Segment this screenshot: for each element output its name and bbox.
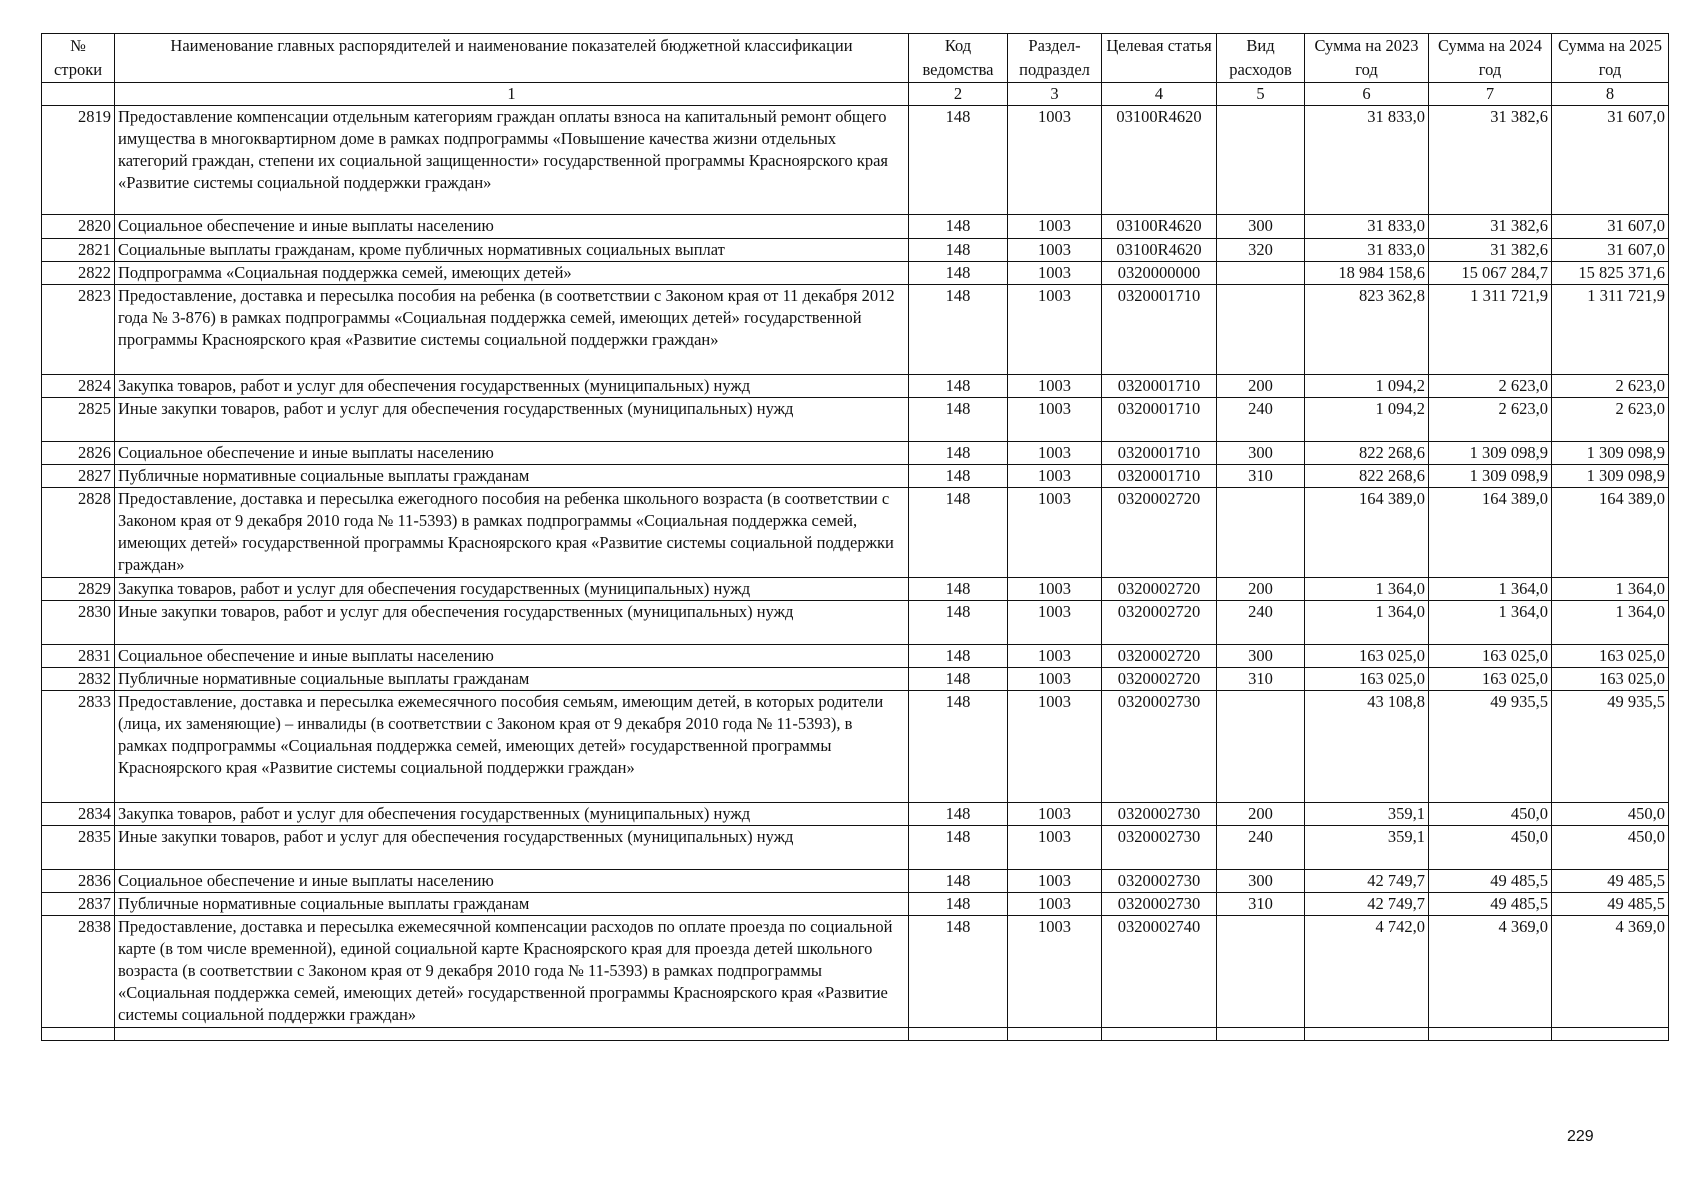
row-number: 2825 (42, 398, 115, 442)
column-number: 5 (1217, 83, 1305, 106)
row-number: 2832 (42, 668, 115, 691)
table-row (42, 106, 1669, 215)
dept-code: 148 (909, 465, 1008, 488)
row-name: Закупка товаров, работ и услуг для обеспечения государственных (муниципальных) нужд (115, 803, 909, 826)
column-number-row (42, 83, 1669, 106)
table-row (42, 262, 1669, 285)
dept-code: 148 (909, 398, 1008, 442)
target-article: 0320001710 (1102, 442, 1217, 465)
sum-2024: 49 935,5 (1429, 691, 1552, 803)
sum-2025: 2 623,0 (1552, 375, 1669, 398)
row-name: Социальное обеспечение и иные выплаты населению (115, 442, 909, 465)
expense-type: 320 (1217, 239, 1305, 262)
column-number: 6 (1305, 83, 1429, 106)
budget-table (41, 33, 1669, 1041)
row-name: Закупка товаров, работ и услуг для обеспечения государственных (муниципальных) нужд (115, 375, 909, 398)
section-code: 1003 (1008, 262, 1102, 285)
row-number: 2833 (42, 691, 115, 803)
expense-type (1217, 285, 1305, 375)
row-number: 2831 (42, 645, 115, 668)
sum-2024: 2 623,0 (1429, 398, 1552, 442)
dept-code: 148 (909, 215, 1008, 239)
sum-2024: 31 382,6 (1429, 215, 1552, 239)
column-number: 2 (909, 83, 1008, 106)
target-article: 0320001710 (1102, 375, 1217, 398)
sum-2025: 31 607,0 (1552, 106, 1669, 215)
expense-type: 300 (1217, 215, 1305, 239)
target-article: 03100R4620 (1102, 239, 1217, 262)
sum-2023: 31 833,0 (1305, 239, 1429, 262)
spacer-cell (42, 1028, 115, 1041)
row-number: 2829 (42, 578, 115, 601)
row-name: Социальные выплаты гражданам, кроме публичных нормативных социальных выплат (115, 239, 909, 262)
expense-type: 310 (1217, 893, 1305, 916)
section-code: 1003 (1008, 578, 1102, 601)
spacer-cell (1305, 1028, 1429, 1041)
table-row (42, 826, 1669, 870)
column-number: 8 (1552, 83, 1669, 106)
target-article: 0320000000 (1102, 262, 1217, 285)
table-row (42, 239, 1669, 262)
sum-2025: 15 825 371,6 (1552, 262, 1669, 285)
sum-2024: 1 309 098,9 (1429, 465, 1552, 488)
spacer-cell (1008, 1028, 1102, 1041)
dept-code: 148 (909, 826, 1008, 870)
section-code: 1003 (1008, 691, 1102, 803)
row-number: 2820 (42, 215, 115, 239)
section-code: 1003 (1008, 442, 1102, 465)
row-name: Публичные нормативные социальные выплаты гражданам (115, 893, 909, 916)
expense-type: 200 (1217, 803, 1305, 826)
row-name: Иные закупки товаров, работ и услуг для обеспечения государственных (муниципальных) нужд (115, 601, 909, 645)
dept-code: 148 (909, 488, 1008, 578)
dept-code: 148 (909, 375, 1008, 398)
column-number: 3 (1008, 83, 1102, 106)
sum-2025: 163 025,0 (1552, 645, 1669, 668)
table-row (42, 578, 1669, 601)
header-sum-2024: Сумма на 2024 год (1429, 34, 1552, 83)
spacer-cell (115, 1028, 909, 1041)
sum-2024: 1 311 721,9 (1429, 285, 1552, 375)
sum-2023: 823 362,8 (1305, 285, 1429, 375)
table-row (42, 870, 1669, 893)
section-code: 1003 (1008, 803, 1102, 826)
table-row (42, 803, 1669, 826)
sum-2025: 164 389,0 (1552, 488, 1669, 578)
row-number: 2826 (42, 442, 115, 465)
row-name: Социальное обеспечение и иные выплаты населению (115, 645, 909, 668)
sum-2023: 4 742,0 (1305, 916, 1429, 1028)
dept-code: 148 (909, 645, 1008, 668)
dept-code: 148 (909, 442, 1008, 465)
expense-type: 240 (1217, 826, 1305, 870)
target-article: 0320002740 (1102, 916, 1217, 1028)
target-article: 0320002720 (1102, 488, 1217, 578)
section-code: 1003 (1008, 645, 1102, 668)
target-article: 0320002720 (1102, 645, 1217, 668)
section-code: 1003 (1008, 916, 1102, 1028)
sum-2023: 822 268,6 (1305, 442, 1429, 465)
sum-2023: 43 108,8 (1305, 691, 1429, 803)
target-article: 03100R4620 (1102, 106, 1217, 215)
sum-2024: 163 025,0 (1429, 668, 1552, 691)
header-target-article: Целевая статья (1102, 34, 1217, 83)
target-article: 0320002730 (1102, 691, 1217, 803)
expense-type: 310 (1217, 668, 1305, 691)
section-code: 1003 (1008, 870, 1102, 893)
row-name: Предоставление, доставка и пересылка ежемесячной компенсации расходов по оплате проезда по социальной карте (в том числе временной), единой социальной карте Красноярского края для проезда детей школьного возраста (в соответствии с Законом края от 9 декабря 2010 года № 11-5393) в рамках подпрограммы «Социальная поддержка семей, имеющих детей» государственной программы Красноярского края «Развитие системы социальной поддержки граждан» (115, 916, 909, 1028)
table-row (42, 465, 1669, 488)
expense-type: 310 (1217, 465, 1305, 488)
sum-2023: 18 984 158,6 (1305, 262, 1429, 285)
sum-2023: 42 749,7 (1305, 893, 1429, 916)
expense-type (1217, 488, 1305, 578)
header-expense-type: Вид расходов (1217, 34, 1305, 83)
target-article: 03100R4620 (1102, 215, 1217, 239)
dept-code: 148 (909, 601, 1008, 645)
sum-2025: 31 607,0 (1552, 215, 1669, 239)
sum-2023: 1 094,2 (1305, 398, 1429, 442)
table-row (42, 691, 1669, 803)
table-row (42, 668, 1669, 691)
sum-2025: 49 935,5 (1552, 691, 1669, 803)
section-code: 1003 (1008, 668, 1102, 691)
row-number: 2827 (42, 465, 115, 488)
dept-code: 148 (909, 578, 1008, 601)
target-article: 0320002730 (1102, 803, 1217, 826)
row-number: 2834 (42, 803, 115, 826)
sum-2023: 359,1 (1305, 803, 1429, 826)
sum-2023: 1 364,0 (1305, 578, 1429, 601)
sum-2025: 4 369,0 (1552, 916, 1669, 1028)
row-name: Предоставление, доставка и пересылка пособия на ребенка (в соответствии с Законом края от 11 декабря 2012 года № 3-876) в рамках подпрограммы «Социальная поддержка семей, имеющих детей» государственной программы Красноярского края «Развитие системы социальной поддержки граждан» (115, 285, 909, 375)
header-dept-code: Код ведомства (909, 34, 1008, 83)
expense-type: 240 (1217, 398, 1305, 442)
sum-2025: 2 623,0 (1552, 398, 1669, 442)
sum-2025: 450,0 (1552, 803, 1669, 826)
sum-2025: 1 309 098,9 (1552, 465, 1669, 488)
table-row (42, 375, 1669, 398)
target-article: 0320001710 (1102, 465, 1217, 488)
dept-code: 148 (909, 870, 1008, 893)
sum-2025: 1 311 721,9 (1552, 285, 1669, 375)
sum-2025: 31 607,0 (1552, 239, 1669, 262)
expense-type: 300 (1217, 442, 1305, 465)
dept-code: 148 (909, 106, 1008, 215)
section-code: 1003 (1008, 826, 1102, 870)
table-row (42, 893, 1669, 916)
sum-2024: 2 623,0 (1429, 375, 1552, 398)
sum-2023: 359,1 (1305, 826, 1429, 870)
sum-2023: 164 389,0 (1305, 488, 1429, 578)
dept-code: 148 (909, 262, 1008, 285)
sum-2024: 49 485,5 (1429, 893, 1552, 916)
row-number: 2830 (42, 601, 115, 645)
header-section: Раздел-подраздел (1008, 34, 1102, 83)
sum-2025: 450,0 (1552, 826, 1669, 870)
row-name: Иные закупки товаров, работ и услуг для обеспечения государственных (муниципальных) нужд (115, 826, 909, 870)
header-sum-2025: Сумма на 2025 год (1552, 34, 1669, 83)
sum-2024: 4 369,0 (1429, 916, 1552, 1028)
sum-2023: 31 833,0 (1305, 106, 1429, 215)
table-row (42, 285, 1669, 375)
section-code: 1003 (1008, 465, 1102, 488)
section-code: 1003 (1008, 488, 1102, 578)
dept-code: 148 (909, 285, 1008, 375)
section-code: 1003 (1008, 239, 1102, 262)
sum-2025: 1 364,0 (1552, 601, 1669, 645)
target-article: 0320001710 (1102, 285, 1217, 375)
expense-type (1217, 691, 1305, 803)
table-row (42, 488, 1669, 578)
target-article: 0320002720 (1102, 668, 1217, 691)
row-name: Предоставление, доставка и пересылка ежегодного пособия на ребенка школьного возраста (в соответствии с Законом края от 9 декабря 2010 года № 11-5393) в рамках подпрограммы «Социальная поддержка семей, имеющих детей» государственной программы Красноярского края «Развитие системы социальной поддержки граждан» (115, 488, 909, 578)
target-article: 0320002730 (1102, 893, 1217, 916)
row-name: Иные закупки товаров, работ и услуг для обеспечения государственных (муниципальных) нужд (115, 398, 909, 442)
spacer-cell (1217, 1028, 1305, 1041)
section-code: 1003 (1008, 285, 1102, 375)
expense-type: 300 (1217, 645, 1305, 668)
target-article: 0320002720 (1102, 578, 1217, 601)
row-number: 2821 (42, 239, 115, 262)
sum-2024: 1 364,0 (1429, 578, 1552, 601)
row-name: Предоставление, доставка и пересылка ежемесячного пособия семьям, имеющим детей, в которых родители (лица, их заменяющие) – инвалиды (в соответствии с Законом края от 9 декабря 2010 года № 11-5393), в рамках подпрограммы «Социальная поддержка семей, имеющих детей» государственной программы Красноярского края «Развитие системы социальной поддержки граждан» (115, 691, 909, 803)
header-row-number: № строки (42, 34, 115, 83)
spacer-cell (909, 1028, 1008, 1041)
row-name: Социальное обеспечение и иные выплаты населению (115, 215, 909, 239)
row-number: 2836 (42, 870, 115, 893)
expense-type: 300 (1217, 870, 1305, 893)
section-code: 1003 (1008, 398, 1102, 442)
target-article: 0320002730 (1102, 870, 1217, 893)
row-number: 2823 (42, 285, 115, 375)
spacer-cell (1429, 1028, 1552, 1041)
section-code: 1003 (1008, 106, 1102, 215)
expense-type (1217, 106, 1305, 215)
table-bottom-spacer (42, 1028, 1669, 1041)
header-name: Наименование главных распорядителей и наименование показателей бюджетной классификации (115, 34, 909, 83)
sum-2024: 31 382,6 (1429, 106, 1552, 215)
table-row (42, 916, 1669, 1028)
sum-2023: 163 025,0 (1305, 645, 1429, 668)
column-number: 4 (1102, 83, 1217, 106)
expense-type (1217, 262, 1305, 285)
dept-code: 148 (909, 691, 1008, 803)
spacer-cell (1102, 1028, 1217, 1041)
column-number-empty (42, 83, 115, 106)
row-name: Публичные нормативные социальные выплаты гражданам (115, 668, 909, 691)
row-name: Социальное обеспечение и иные выплаты населению (115, 870, 909, 893)
page-number: 229 (1567, 1128, 1594, 1145)
section-code: 1003 (1008, 893, 1102, 916)
sum-2024: 1 309 098,9 (1429, 442, 1552, 465)
dept-code: 148 (909, 239, 1008, 262)
sum-2025: 1 364,0 (1552, 578, 1669, 601)
target-article: 0320002720 (1102, 601, 1217, 645)
sum-2025: 49 485,5 (1552, 870, 1669, 893)
column-number: 1 (115, 83, 909, 106)
table-row (42, 645, 1669, 668)
row-number: 2835 (42, 826, 115, 870)
row-number: 2822 (42, 262, 115, 285)
dept-code: 148 (909, 668, 1008, 691)
section-code: 1003 (1008, 215, 1102, 239)
row-name: Закупка товаров, работ и услуг для обеспечения государственных (муниципальных) нужд (115, 578, 909, 601)
section-code: 1003 (1008, 375, 1102, 398)
row-name: Публичные нормативные социальные выплаты гражданам (115, 465, 909, 488)
sum-2023: 1 364,0 (1305, 601, 1429, 645)
sum-2025: 163 025,0 (1552, 668, 1669, 691)
table-header-row (42, 34, 1669, 83)
row-number: 2838 (42, 916, 115, 1028)
sum-2024: 164 389,0 (1429, 488, 1552, 578)
table-row (42, 442, 1669, 465)
dept-code: 148 (909, 916, 1008, 1028)
target-article: 0320002730 (1102, 826, 1217, 870)
row-name: Предоставление компенсации отдельным категориям граждан оплаты взноса на капитальный ремонт общего имущества в многоквартирном доме в рамках подпрограммы «Повышение качества жизни отдельных категорий граждан, степени их социальной защищенности» государственной программы Красноярского края «Развитие системы социальной поддержки граждан» (115, 106, 909, 215)
row-number: 2819 (42, 106, 115, 215)
sum-2024: 163 025,0 (1429, 645, 1552, 668)
target-article: 0320001710 (1102, 398, 1217, 442)
sum-2023: 1 094,2 (1305, 375, 1429, 398)
table-body (42, 106, 1669, 1041)
expense-type: 200 (1217, 578, 1305, 601)
sum-2023: 31 833,0 (1305, 215, 1429, 239)
row-number: 2837 (42, 893, 115, 916)
section-code: 1003 (1008, 601, 1102, 645)
expense-type (1217, 916, 1305, 1028)
sum-2024: 49 485,5 (1429, 870, 1552, 893)
table-row (42, 398, 1669, 442)
header-sum-2023: Сумма на 2023 год (1305, 34, 1429, 83)
expense-type: 240 (1217, 601, 1305, 645)
dept-code: 148 (909, 893, 1008, 916)
dept-code: 148 (909, 803, 1008, 826)
sum-2023: 822 268,6 (1305, 465, 1429, 488)
spacer-cell (1552, 1028, 1669, 1041)
table-row (42, 601, 1669, 645)
column-number: 7 (1429, 83, 1552, 106)
sum-2023: 42 749,7 (1305, 870, 1429, 893)
sum-2024: 1 364,0 (1429, 601, 1552, 645)
expense-type: 200 (1217, 375, 1305, 398)
row-name: Подпрограмма «Социальная поддержка семей, имеющих детей» (115, 262, 909, 285)
sum-2024: 31 382,6 (1429, 239, 1552, 262)
sum-2025: 1 309 098,9 (1552, 442, 1669, 465)
sum-2024: 450,0 (1429, 803, 1552, 826)
row-number: 2828 (42, 488, 115, 578)
table-row (42, 215, 1669, 239)
sum-2023: 163 025,0 (1305, 668, 1429, 691)
sum-2024: 15 067 284,7 (1429, 262, 1552, 285)
row-number: 2824 (42, 375, 115, 398)
sum-2024: 450,0 (1429, 826, 1552, 870)
sum-2025: 49 485,5 (1552, 893, 1669, 916)
